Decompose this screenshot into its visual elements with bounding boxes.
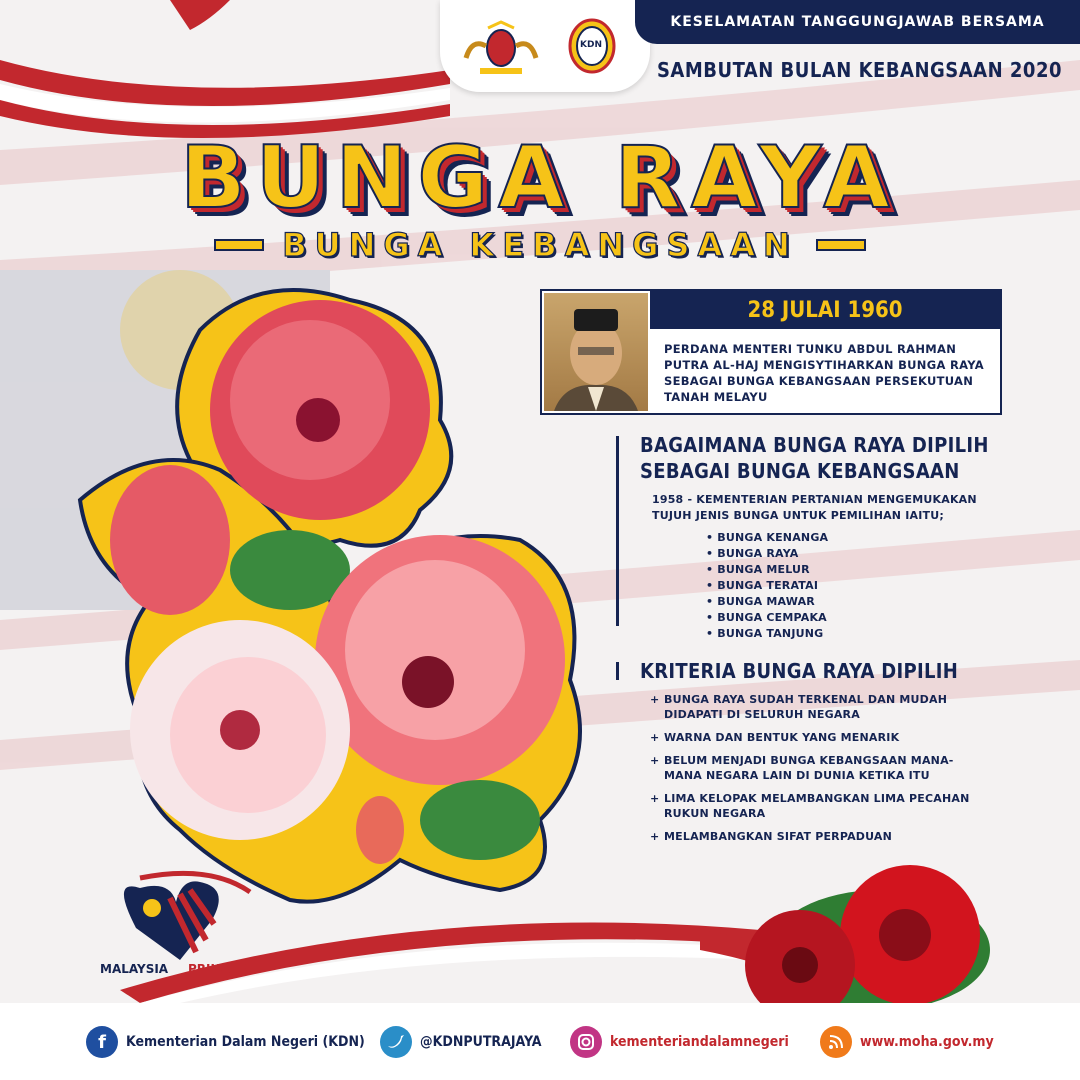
- selection-heading-line2: SEBAGAI BUNGA KEBANGSAAN: [640, 459, 960, 483]
- list-item: • BUNGA TERATAI: [706, 578, 1020, 594]
- main-title: BUNGA RAYA: [180, 128, 900, 228]
- website-label: www.moha.gov.my: [860, 1034, 994, 1050]
- selection-section: [620, 432, 1020, 642]
- rss-icon: [820, 1026, 852, 1058]
- event-subtitle: SAMBUTAN BULAN KEBANGSAAN 2020: [656, 58, 1062, 82]
- instagram-link[interactable]: [570, 1026, 789, 1058]
- facebook-link[interactable]: [86, 1026, 365, 1058]
- list-item: + MELAMBANGKAN SIFAT PERPADUAN: [650, 829, 990, 844]
- criteria-section: [620, 658, 1020, 852]
- list-item: • BUNGA TANJUNG: [706, 626, 1020, 642]
- top-banner: KESELAMATAN TANGGUNGJAWAB BERSAMA: [635, 0, 1080, 44]
- kdn-logo-label: KDN: [580, 40, 602, 50]
- twitter-icon: [380, 1026, 412, 1058]
- declaration-date: 28 JULAI 1960: [650, 291, 1000, 329]
- malaysia-prihatin-logo: [100, 868, 270, 978]
- footer: [0, 1003, 1080, 1080]
- twitter-label: @KDNPUTRAJAYA: [420, 1034, 542, 1050]
- declaration-text: PERDANA MENTERI TUNKU ABDUL RAHMAN PUTRA AL-HAJ MENGISYTIHARKAN BUNGA RAYA SEBAGAI BUNGA KEBANGSAAN PERSEKUTUAN TANAH MELAYU: [664, 342, 984, 404]
- portrait-image: [544, 293, 648, 411]
- sub-title: BUNGA KEBANGSAAN: [282, 226, 798, 264]
- list-item: • BUNGA RAYA: [706, 546, 1020, 562]
- selection-paragraph-line2: TUJUH JENIS BUNGA UNTUK PEMILIHAN IAITU;: [652, 509, 944, 522]
- list-item: + BELUM MENJADI BUNGA KEBANGSAAN MANA-MANA NEGARA LAIN DI DUNIA KETIKA ITU: [650, 753, 990, 783]
- declaration-box: [540, 289, 1002, 415]
- website-link[interactable]: [820, 1026, 994, 1058]
- list-item: + WARNA DAN BENTUK YANG MENARIK: [650, 730, 990, 745]
- list-item: • BUNGA CEMPAKA: [706, 610, 1020, 626]
- selection-paragraph-line1: 1958 - KEMENTERIAN PERTANIAN MENGEMUKAKAN: [652, 493, 977, 506]
- instagram-label: kementeriandalamnegeri: [610, 1034, 789, 1050]
- list-item: + BUNGA RAYA SUDAH TERKENAL DAN MUDAH DIDAPATI DI SELURUH NEGARA: [650, 692, 990, 722]
- criteria-list: [620, 692, 990, 844]
- list-item: + LIMA KELOPAK MELAMBANGKAN LIMA PECAHAN RUKUN NEGARA: [650, 791, 990, 821]
- list-item: • BUNGA MELUR: [706, 562, 1020, 578]
- selection-heading-line1: BAGAIMANA BUNGA RAYA DIPILIH: [640, 433, 989, 457]
- facebook-icon: f: [86, 1026, 118, 1058]
- instagram-icon: [570, 1026, 602, 1058]
- logo-panel: [440, 0, 650, 92]
- list-item: • BUNGA MAWAR: [706, 594, 1020, 610]
- coat-of-arms-icon: [460, 18, 542, 78]
- flower-list: [640, 530, 1020, 642]
- branding-left: MALAYSIA: [100, 962, 169, 976]
- section-bracket: [616, 662, 619, 680]
- twitter-link[interactable]: [380, 1026, 541, 1058]
- criteria-heading: KRITERIA BUNGA RAYA DIPILIH: [640, 659, 959, 683]
- sub-title-row: [0, 226, 1080, 264]
- section-bracket: [616, 436, 619, 626]
- facebook-label: Kementerian Dalam Negeri (KDN): [126, 1034, 365, 1050]
- branding-right: PRIHATIN: [188, 962, 252, 976]
- title-dash-left: [214, 239, 264, 251]
- list-item: • BUNGA KENANGA: [706, 530, 1020, 546]
- title-dash-right: [816, 239, 866, 251]
